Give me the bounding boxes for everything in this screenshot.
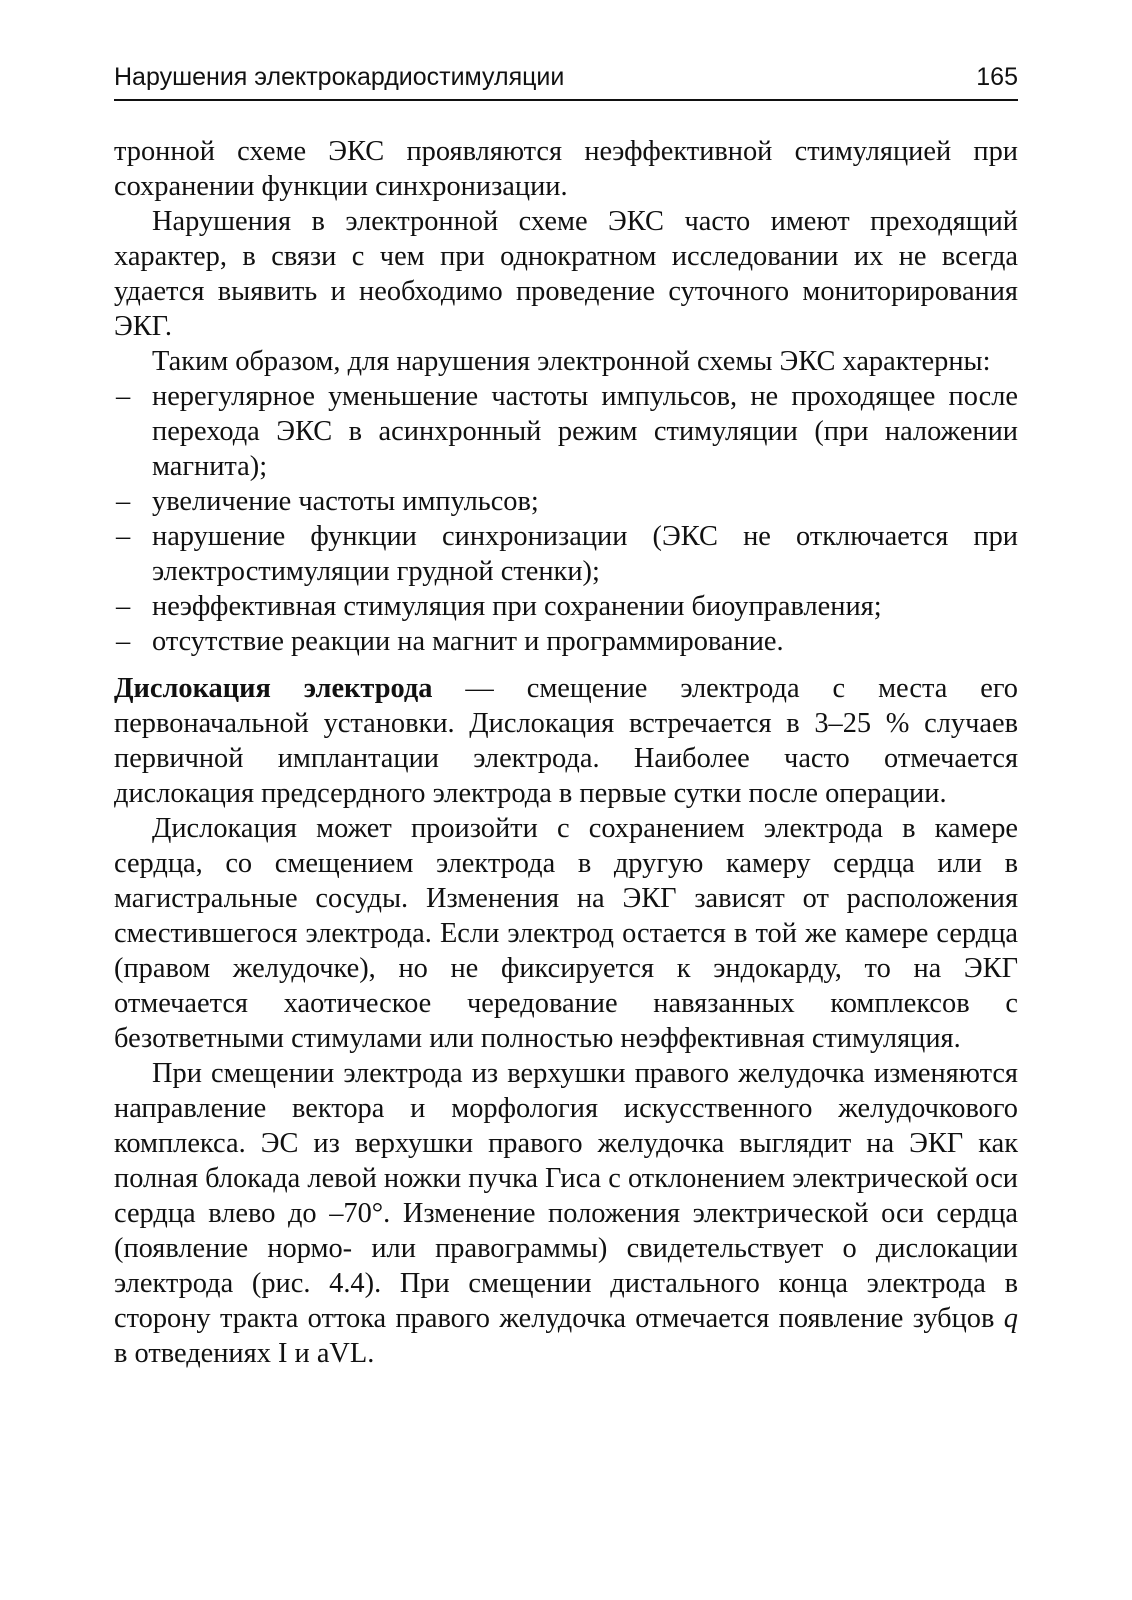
apex-text: При смещении электрода из верхушки правого желудочка изменяются направление вектора и морфология искусственного желудочкового комплекса. ЭС из верхушки правого желудочка выглядит на ЭКГ как полная блокада левой ножки пучка Гиса с отклонением электрической оси сердца влево до –70°. Изменение положения электрической оси сердца (появление нормо- или правограммы) свидетельствует о дислокации электрода (рис. 4.4). При смещении дистального конца электрода в сторону тракта оттока правого желудочка отмечается появление зубцов [114, 1058, 1018, 1334]
list-dash: – [116, 486, 131, 517]
wave-q-symbol: q [1003, 1303, 1018, 1334]
book-page [114, 62, 1018, 1371]
paragraph-dislocation-definition [114, 671, 1018, 811]
list-item [114, 624, 1018, 659]
paragraph-dislocation-ecg: Дислокация может произойти с сохранением электрода в камере сердца, со смещением электрода в другую камеру сердца или в магистральные сосуды. Изменения на ЭКГ зависят от расположения сместившегося электрода. Если электрод остается в той же камере сердца (правом желудочке), но не фиксируется к эндокарду, то на ЭКГ отмечается хаотическое чередование навязанных комплексов с безответными стимулами или полностью неэффективная стимуляция. [114, 813, 1018, 1054]
list-item-text: неэффективная стимуляция при сохранении биоуправления; [152, 591, 882, 622]
definition-text: — смещение электрода с места его первоначальной установки. Дислокация встречается в 3–25 % случаев первичной имплантации электрода. Наиболее часто отмечается дислокация предсердного электрода в первые сутки после операции. [114, 673, 1018, 809]
term-dislocation: Дислокация электрода [114, 673, 433, 704]
paragraph-apex-displacement [114, 1056, 1018, 1371]
list-item [114, 379, 1018, 484]
list-item-text: нарушение функции синхронизации (ЭКС не отключается при электростимуляции грудной стенки); [152, 521, 1018, 587]
list-item [114, 484, 1018, 519]
paragraph-transient-faults: Нарушения в электронной схеме ЭКС часто имеют преходящий характер, в связи с чем при однократном исследовании их не всегда удается выявить и необходимо проведение суточного мониторирования ЭКГ. [114, 206, 1018, 342]
characteristics-list [114, 379, 1018, 659]
list-item [114, 589, 1018, 624]
list-item-text: нерегулярное уменьшение частоты импульсов, не проходящее после перехода ЭКС в асинхронный режим стимуляции (при наложении магнита); [152, 381, 1018, 482]
list-item [114, 519, 1018, 589]
list-dash: – [116, 591, 131, 622]
paragraph-continuation: тронной схеме ЭКС проявляются неэффективной стимуляцией при сохранении функции синхронизации. [114, 136, 1018, 202]
body-text [114, 134, 1018, 1371]
page-number: 165 [976, 63, 1018, 91]
paragraph-characteristics-intro: Таким образом, для нарушения электронной схемы ЭКС характерны: [152, 346, 991, 377]
running-head [114, 62, 1018, 101]
list-dash: – [116, 521, 131, 552]
list-item-text: увеличение частоты импульсов; [152, 486, 539, 517]
leads-text: в отведениях I и aVL. [114, 1338, 375, 1369]
list-dash: – [116, 381, 131, 412]
list-dash: – [116, 626, 131, 657]
running-title: Нарушения электрокардиостимуляции [114, 63, 565, 91]
list-item-text: отсутствие реакции на магнит и программирование. [152, 626, 784, 657]
